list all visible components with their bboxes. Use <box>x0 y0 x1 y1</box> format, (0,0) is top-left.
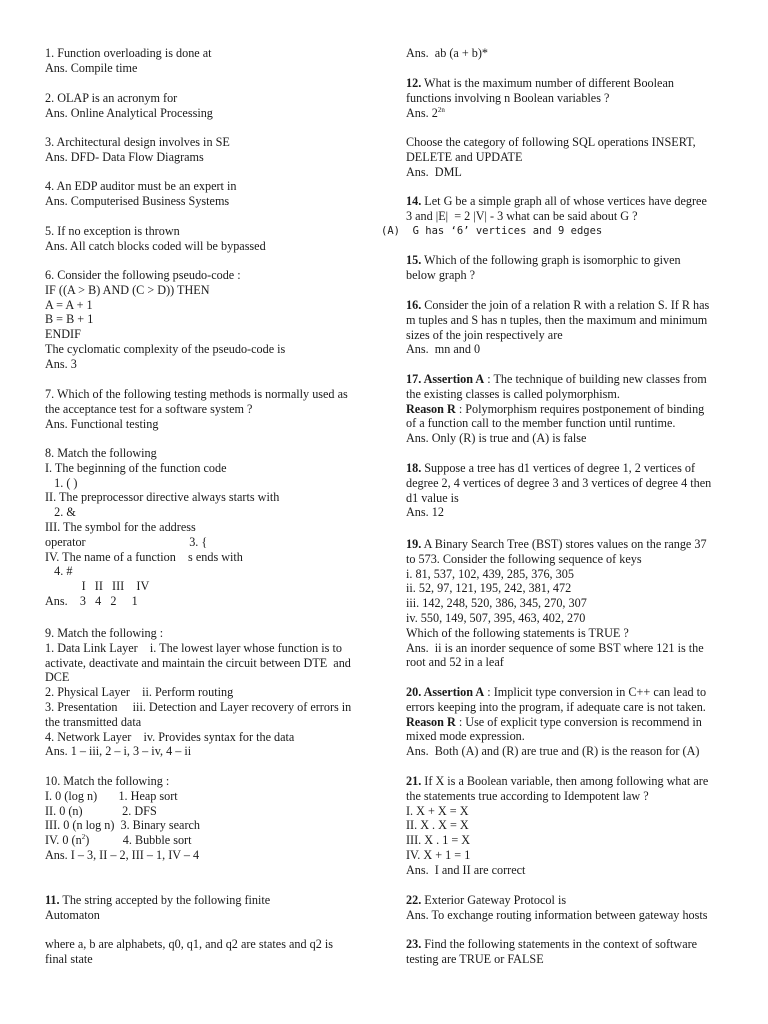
question-text: DELETE and UPDATE <box>406 149 523 164</box>
answer-text: Ans. Both (A) and (R) are true and (R) is the reason for (A) <box>406 744 700 759</box>
match-item: III. 0 (n log n) 3. Binary search <box>45 818 201 833</box>
answer-text: root and 52 in a leaf <box>406 655 504 670</box>
answer-text: Ans. Compile time <box>45 60 138 75</box>
answer-text: Ans. I and II are correct <box>406 862 526 877</box>
answer-text: Ans. mn and 0 <box>406 342 481 357</box>
question-3 <box>45 135 370 165</box>
question-text: Which of the following statements is TRUE ? <box>406 625 629 640</box>
question-text: 1. Function overloading is done at <box>45 46 212 60</box>
question-text: 12. What is the maximum number of different Boolean <box>406 76 674 90</box>
question-text: d1 value is <box>406 490 459 505</box>
question-15 <box>406 253 726 283</box>
pseudo-code-line: A = A + 1 <box>45 297 93 312</box>
question-22 <box>406 893 726 923</box>
question-text: 7. Which of the following testing methods is normally used as <box>45 387 348 401</box>
question-14 <box>406 194 726 224</box>
answer-text: Ans. I – 3, II – 2, III – 1, IV – 4 <box>45 847 200 862</box>
question-18 <box>406 461 726 520</box>
question-21 <box>406 774 726 878</box>
question-12 <box>406 76 726 120</box>
match-item: operator 3. { <box>45 534 208 549</box>
question-text: 22. Exterior Gateway Protocol is <box>406 893 567 907</box>
question-text: 16. Consider the join of a relation R with a relation S. If R has <box>406 298 710 312</box>
statement-item: II. X . X = X <box>406 818 469 833</box>
question-text: 19. A Binary Search Tree (BST) stores values on the range 37 <box>406 537 707 551</box>
question-text: functions involving n Boolean variables ? <box>406 90 610 105</box>
question-text: 8. Match the following <box>45 446 157 460</box>
answer-text: Ans. $2^{2n}$ <box>406 105 445 120</box>
match-item: 2. & <box>45 505 76 520</box>
question-11-cont <box>45 937 370 967</box>
match-item: III. The symbol for the address <box>45 519 196 534</box>
answer-option: (A) G has ‘6’ vertices and 9 edges <box>381 225 603 237</box>
question-9 <box>45 626 370 759</box>
match-item: I. 0 (log n) 1. Heap sort <box>45 788 178 803</box>
question-text: 20. Assertion A : Implicit type conversion in C++ can lead to <box>406 685 707 699</box>
question-text: the acceptance test for a software system ? <box>45 401 253 416</box>
match-item: IV. The name of a function s ends with <box>45 549 243 564</box>
question-text: 6. Consider the following pseudo-code : <box>45 268 241 282</box>
answer-text: Ans. DFD- Data Flow Diagrams <box>45 149 204 164</box>
answer-text: Ans. 1 – iii, 2 – i, 3 – iv, 4 – ii <box>45 744 192 759</box>
question-text: 23. Find the following statements in the context of software <box>406 937 698 951</box>
question-text: Reason R : Polymorphism requires postponement of binding <box>406 401 705 416</box>
question-text: 17. Assertion A : The technique of building new classes from <box>406 372 707 386</box>
answer-text: Ans. ab (a + b)* <box>406 46 489 60</box>
question-13 <box>406 135 726 179</box>
question-5 <box>45 224 370 254</box>
answer-text: Ans. 12 <box>406 505 444 520</box>
match-item: 4. Network Layer iv. Provides syntax for the data <box>45 729 295 744</box>
question-text: Automaton <box>45 907 100 922</box>
answer-text: Ans. Only (R) is true and (A) is false <box>406 431 587 446</box>
match-item: 1. Data Link Layer i. The lowest layer whose function is to <box>45 640 342 655</box>
question-text: 11. The string accepted by the following finite <box>45 893 271 907</box>
statement-item: IV. X + 1 = 1 <box>406 847 471 862</box>
question-16 <box>406 298 726 357</box>
question-10 <box>45 774 370 863</box>
question-23 <box>406 937 726 967</box>
match-item: 4. # <box>45 564 73 579</box>
question-2 <box>45 91 370 121</box>
question-text: The cyclomatic complexity of the pseudo-code is <box>45 341 286 356</box>
answer-text: Ans. Computerised Business Systems <box>45 193 230 208</box>
answer-text: Ans. All catch blocks coded will be bypassed <box>45 238 266 253</box>
pseudo-code-line: ENDIF <box>45 327 81 342</box>
question-11 <box>45 893 370 923</box>
question-4 <box>45 179 370 209</box>
answer-text: Ans. To exchange routing information between gateway hosts <box>406 907 708 922</box>
question-text: sizes of the join respectively are <box>406 327 563 342</box>
match-item: II. 0 (n) 2. DFS <box>45 803 157 818</box>
question-20 <box>406 685 726 759</box>
question-text: of a function call to the member function until runtime. <box>406 416 676 431</box>
answer-text: Ans. 3 4 2 1 <box>45 593 138 608</box>
question-text: 10. Match the following : <box>45 774 170 788</box>
question-text: errors keeping into the program, if adequate care is not taken. <box>406 699 706 714</box>
question-text: m tuples and S has n tuples, then the maximum and minimum <box>406 312 708 327</box>
question-text: 2. OLAP is an acronym for <box>45 91 178 105</box>
question-text: 4. An EDP auditor must be an expert in <box>45 179 237 193</box>
question-text: 14. Let G be a simple graph all of whose vertices have degree <box>406 194 707 208</box>
question-17 <box>406 372 726 446</box>
question-text: where a, b are alphabets, q0, q1, and q2 are states and q2 is <box>45 937 334 951</box>
match-item: II. The preprocessor directive always starts with <box>45 490 280 505</box>
key-sequence: i. 81, 537, 102, 439, 285, 376, 305 <box>406 566 574 581</box>
question-text: 18. Suppose a tree has d1 vertices of degree 1, 2 vertices of <box>406 461 696 475</box>
question-text: testing are TRUE or FALSE <box>406 951 544 966</box>
question-text: to 573. Consider the following sequence of keys <box>406 551 642 566</box>
match-item: 3. Presentation iii. Detection and Layer recovery of errors in <box>45 699 352 714</box>
match-item: IV. 0 $(n^2)$ 4. Bubble sort <box>45 833 192 848</box>
question-text: Choose the category of following SQL operations INSERT, <box>406 135 696 149</box>
match-item: 1. ( ) <box>45 475 78 490</box>
answer-text: Ans. Online Analytical Processing <box>45 105 213 120</box>
answer-text: Ans. ii is an inorder sequence of some BST where 121 is the <box>406 640 704 655</box>
question-6 <box>45 268 370 372</box>
match-item: I. The beginning of the function code <box>45 460 227 475</box>
question-19 <box>406 537 726 670</box>
question-7 <box>45 387 370 431</box>
statement-item: III. X . 1 = X <box>406 833 471 848</box>
question-text: 21. If X is a Boolean variable, then among following what are <box>406 774 709 788</box>
answer-text: Ans. 3 <box>45 356 77 371</box>
answer-text: Ans. DML <box>406 164 462 179</box>
question-text: 5. If no exception is thrown <box>45 224 180 238</box>
question-1 <box>45 46 370 76</box>
question-text: final state <box>45 951 93 966</box>
question-text: 9. Match the following : <box>45 626 164 640</box>
key-sequence: iv. 550, 149, 507, 395, 463, 402, 270 <box>406 610 586 625</box>
pseudo-code-line: B = B + 1 <box>45 312 94 327</box>
question-text: 3. Architectural design involves in SE <box>45 135 230 149</box>
question-text: Reason R : Use of explicit type conversion is recommend in <box>406 714 702 729</box>
question-text: degree 2, 4 vertices of degree 3 and 3 vertices of degree 4 then <box>406 475 712 490</box>
key-sequence: ii. 52, 97, 121, 195, 242, 381, 472 <box>406 581 572 596</box>
match-header: I II III IV <box>45 579 150 594</box>
question-text: the statements true according to Idempotent law ? <box>406 788 649 803</box>
question-8 <box>45 446 370 609</box>
question-text: mixed mode expression. <box>406 729 525 744</box>
question-text: 15. Which of the following graph is isomorphic to given <box>406 253 681 267</box>
match-item: 2. Physical Layer ii. Perform routing <box>45 685 234 700</box>
pseudo-code-line: IF ((A > B) AND (C > D)) THEN <box>45 282 210 297</box>
match-item: activate, deactivate and maintain the circuit between DTE and <box>45 655 351 670</box>
answer-11 <box>406 46 726 61</box>
answer-text: Ans. Functional testing <box>45 416 159 431</box>
question-text: 3 and |E| = 2 |V| - 3 what can be said about G ? <box>406 208 638 223</box>
question-text: the existing classes is called polymorphism. <box>406 386 620 401</box>
question-text: below graph ? <box>406 267 476 282</box>
key-sequence: iii. 142, 248, 520, 386, 345, 270, 307 <box>406 596 587 611</box>
statement-item: I. X + X = X <box>406 803 469 818</box>
match-item: the transmitted data <box>45 714 142 729</box>
match-item: DCE <box>45 670 70 685</box>
